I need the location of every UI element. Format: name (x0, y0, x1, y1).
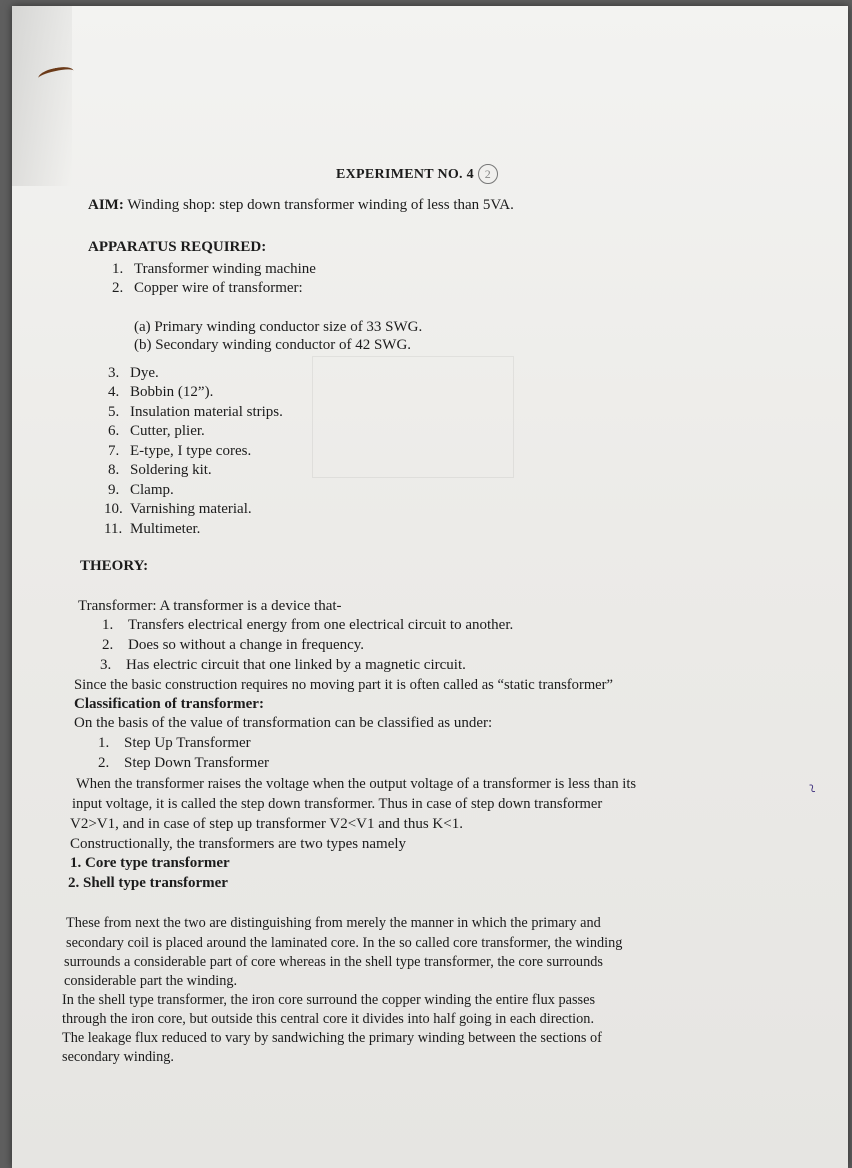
pen-squiggle: ~ (801, 780, 824, 797)
item-number: 4. (108, 384, 120, 400)
item-text: Clamp. (130, 482, 174, 498)
point-text: Has electric circuit that one linked by a magnetic circuit. (126, 657, 466, 673)
show-through-figure (312, 356, 514, 478)
paragraph-line: surrounds a considerable part of core whereas in the shell type transformer, the core surrounds (64, 954, 603, 970)
class-text: Step Up Transformer (124, 735, 251, 751)
class-number: 2. (98, 755, 110, 771)
apparatus-item (104, 500, 252, 518)
theory-point (100, 656, 466, 674)
theory-heading: THEORY: (80, 558, 149, 574)
item-text: Multimeter. (130, 521, 201, 537)
item-number: 5. (108, 404, 120, 420)
apparatus-item (112, 279, 303, 297)
class-number: 1. (98, 735, 110, 751)
apparatus-item (108, 442, 251, 460)
apparatus-item (112, 260, 316, 278)
paragraph-line: In the shell type transformer, the iron core surround the copper winding the entire flux passes (62, 992, 596, 1008)
point-text: Does so without a change in frequency. (128, 637, 365, 653)
paragraph-line: These from next the two are distinguishing from merely the manner in which the primary and (66, 915, 601, 931)
static-transformer-line: Since the basic construction requires no moving part it is often called as “static transformer” (74, 677, 613, 693)
item-number: 1. (112, 261, 124, 277)
aim-label: AIM: (88, 197, 124, 213)
experiment-title-text: EXPERIMENT NO. 4 (336, 167, 474, 182)
item-text: Cutter, plier. (130, 423, 205, 439)
type-item: 2. Shell type transformer (68, 875, 228, 891)
apparatus-heading: APPARATUS REQUIRED: (88, 239, 267, 255)
item-number: 2. (112, 280, 124, 296)
item-text: Varnishing material. (130, 501, 252, 517)
apparatus-item (108, 383, 213, 401)
experiment-title (336, 164, 498, 184)
point-number: 2. (102, 637, 114, 653)
type-item: 1. Core type transformer (70, 855, 230, 871)
theory-intro: Transformer: A transformer is a device that- (78, 598, 342, 614)
item-number: 11. (104, 521, 123, 537)
item-number: 6. (108, 423, 120, 439)
item-text: Copper wire of transformer: (134, 280, 303, 296)
classification-intro: On the basis of the value of transformation can be classified as under: (74, 715, 493, 731)
item-number: 10. (104, 501, 123, 517)
paragraph-line: The leakage flux reduced to vary by sandwiching the primary winding between the sections of (62, 1030, 602, 1046)
apparatus-item (108, 481, 174, 499)
page-fold-shadow (12, 6, 72, 186)
apparatus-sub-item: (a) Primary winding conductor size of 33 SWG. (134, 319, 423, 335)
item-text: Dye. (130, 365, 159, 381)
item-text: Bobbin (12”). (130, 384, 214, 400)
aim-line (88, 196, 514, 214)
paragraph-line: secondary coil is placed around the laminated core. In the so called core transformer, the winding (66, 935, 623, 951)
paragraph-line: Constructionally, the transformers are two types namely (70, 836, 407, 852)
apparatus-item (108, 461, 212, 479)
item-number: 3. (108, 365, 120, 381)
item-number: 8. (108, 462, 120, 478)
class-item (98, 734, 251, 752)
item-text: Soldering kit. (130, 462, 212, 478)
apparatus-sub-item: (b) Secondary winding conductor of 42 SWG. (134, 337, 412, 353)
item-number: 9. (108, 482, 120, 498)
class-item (98, 754, 269, 772)
point-text: Transfers electrical energy from one electrical circuit to another. (128, 617, 514, 633)
paragraph-line: input voltage, it is called the step down transformer. Thus in case of step down transformer (72, 796, 603, 812)
item-text: Transformer winding machine (134, 261, 316, 277)
paragraph-line: through the iron core, but outside this central core it divides into half going in each direction. (62, 1011, 595, 1027)
theory-point (102, 616, 513, 634)
point-number: 3. (100, 657, 112, 673)
class-text: Step Down Transformer (124, 755, 269, 771)
point-number: 1. (102, 617, 114, 633)
apparatus-item (108, 364, 159, 382)
item-text: Insulation material strips. (130, 404, 283, 420)
classification-heading: Classification of transformer: (74, 696, 264, 712)
item-text: E-type, I type cores. (130, 443, 252, 459)
circled-number: 2 (478, 164, 498, 184)
paragraph-line: When the transformer raises the voltage when the output voltage of a transformer is less than its (76, 776, 637, 792)
paragraph-line: V2>V1, and in case of step up transformer V2<V1 and thus K<1. (70, 816, 463, 832)
item-number: 7. (108, 443, 120, 459)
apparatus-item (104, 520, 200, 538)
paragraph-line: considerable part the winding. (64, 973, 238, 989)
apparatus-item (108, 403, 283, 421)
paragraph-line: secondary winding. (62, 1049, 174, 1065)
apparatus-item (108, 422, 205, 440)
aim-text: Winding shop: step down transformer winding of less than 5VA. (127, 197, 514, 213)
theory-point (102, 636, 364, 654)
